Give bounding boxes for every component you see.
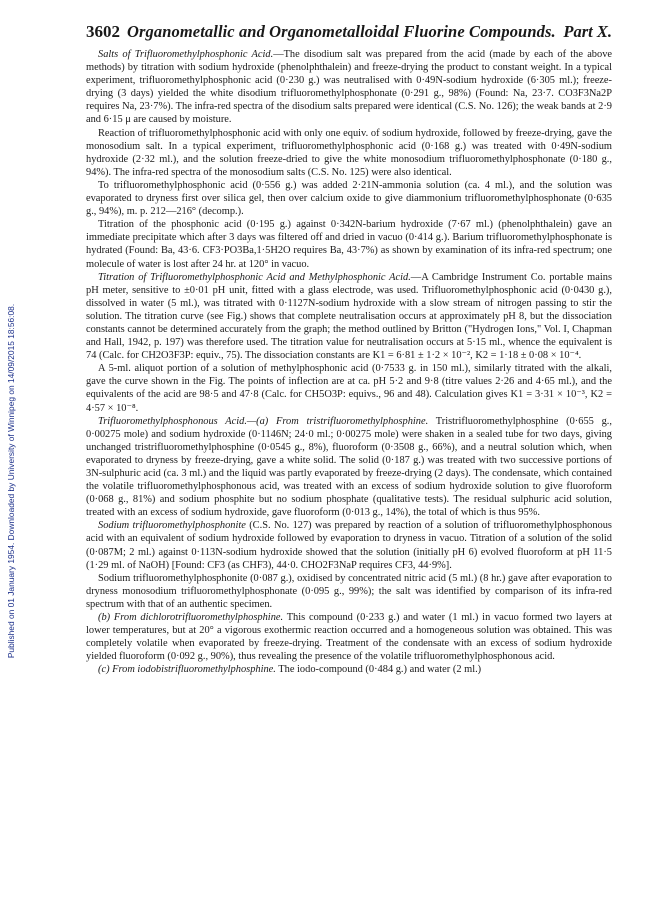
paragraph-phosphonous-acid-a <box>86 415 612 520</box>
paragraph-barium-salt <box>86 218 612 270</box>
page-number: 3602 <box>86 22 120 41</box>
paragraph-monosodium-salt <box>86 127 612 179</box>
paragraph-sodium-phosphonite <box>86 519 612 571</box>
paragraph-lead: Titration of Trifluoromethylphosphonic Acid and Methylphosphonic Acid. <box>98 271 411 283</box>
paragraph-text: Sodium trifluoromethylphosphonite (0·087 g.), oxidised by concentrated nitric acid (5 ml.) (8 hr.) gave after evaporation to dryness monosodium trifluoromethylphosphonate (0·095 g., 99%); the salt was identified by comparison of its infra-red spectrum with that of an authentic specimen. <box>86 572 612 610</box>
paragraph-lead: (b) From dichlorotrifluoromethylphosphine. <box>98 612 284 624</box>
paragraph-text: A 5-ml. aliquot portion of a solution of methylphosphonic acid (0·7533 g. in 150 ml.), similarly titrated with the alkali, gave the curve shown in the Fig. The points of inflection are at ca. pH 5·2 and 9·8 (titre values 2·26 and 4·65 ml.), and the equivalents of the acid are 98·5 and 47·8 (Calc. for CH5O3P: equivs., 96 and 48). Calculation gives K1 = 3·31 × 10⁻³, K2 = 4·57 × 10⁻⁸. <box>86 363 612 414</box>
paragraph-titration <box>86 271 612 363</box>
paragraph-oxidation <box>86 572 612 611</box>
paragraph-text: —A Cambridge Instrument Co. portable mains pH meter, sensitive to ±0·01 pH unit, fitted with a glass electrode, was used. Trifluoromethylphosphonic acid (0·0430 g.), dissolved in water (5 ml.), was titrated with 0·1127N-sodium hydroxide with a slow stream of nitrogen passing to stir the solution. The titration curve (see Fig.) shows that complete neutralisation occurs at approximately pH 8, but the dissociation constants cannot be determined accurately from the graph; the method outlined by Britton ("Hydrogen Ions," Vol. I, Chapman and Hall, 1942, p. 197) was therefore used. The titration value for neutralisation occurs at 5·15 ml., whence the equivalent is 74 (Calc. for CH2O3F3P: equiv., 75). The dissociation constants are K1 = 6·81 ± 1·2 × 10⁻², K2 = 1·18 ± 0·08 × 10⁻⁴. <box>86 271 612 362</box>
paragraph-lead: Trifluoromethylphosphonous Acid.—(a) From tristrifluoromethylphosphine. <box>98 415 429 427</box>
running-title: Organometallic and Organometalloidal Fluorine Compounds. <box>127 22 556 41</box>
paragraph-diammonium-salt <box>86 179 612 218</box>
paragraph-iodo-route <box>86 663 612 676</box>
paragraph-text: Tristrifluoromethylphosphine (0·655 g., 0·00275 mole) and sodium hydroxide (0·1146N; 24·0 ml.; 0·00275 mole) were shaken in a sealed tube for two days, giving unchanged tristrifluoromethylphosphine (0·0545 g., 8%), fluoroform (0·3508 g., 66%), and a neutral solution which, when evaporated to dryness by freeze-drying, gave a white solid. The solid (0·187 g.) was treated with two successive portions of 3N-sulphuric acid (ca. 3 ml.) and the liquid was partly evaporated by freeze-drying (2 days). The condensate, which contained the volatile trifluoromethylphosphonous acid, was treated with an excess of sodium hydroxide solution to give fluoroform (0·068 g., 81%) and sodium phosphite but no sodium phosphate (qualitative tests). The residual sulphuric acid solution, treated with an excess of sodium hydroxide, gave fluoroform (0·013 g., 14%), the total of which is thus 95%. <box>86 415 612 519</box>
paragraph-text: To trifluoromethylphosphonic acid (0·556 g.) was added 2·21N-ammonia solution (ca. 4 ml.), and the solution was evaporated to dryness first over silica gel, then over calcium oxide to give diammonium trifluoromethylphosphonate (0·635 g., 94%), m. p. 212—216° (decomp.). <box>86 179 612 218</box>
paragraph-text: Titration of the phosphonic acid (0·195 g.) against 0·342N-barium hydroxide (7·67 ml.) (phenolphthalein) gave an immediate precipitate which after 3 days was filtered off and dried in vacuo (0·414 g.). Barium trifluoromethylphosphonate is hydrated (Found: Ba, 43·6. CF3·PO3Ba,1·5H2O requires Ba, 43·7%) as shown by examination of its infra-red spectrum; one molecule of water is lost after 24 hr. at 120° in vacuo. <box>86 219 612 270</box>
paragraph-dichloro-route <box>86 611 612 663</box>
paragraph-lead: (c) From iodobistrifluoromethylphosphine. <box>98 664 276 676</box>
paragraph-text: The iodo-compound (0·484 g.) and water (2 ml.) <box>275 664 482 676</box>
paragraph-methylphosphonic <box>86 362 612 414</box>
paragraph-lead: Salts of Trifluoromethylphosphonic Acid. <box>98 49 274 60</box>
download-notice-text: Published on 01 January 1954. Downloaded by University of Winnipeg on 14/09/2015 18:56:08. <box>6 303 17 659</box>
paragraph-lead: Sodium trifluoromethylphosphonite <box>98 520 246 532</box>
part-label: Part X. <box>563 22 612 41</box>
download-notice <box>4 196 18 766</box>
paragraph-text: Reaction of trifluoromethylphosphonic acid with only one equiv. of sodium hydroxide, followed by freeze-drying, gave the monosodium salt. In a typical experiment, trifluoromethylphosphonic acid (0·168 g.) was treated with 0·49N-sodium hydroxide (2·32 ml.), and the solution freeze-dried to give the white monosodium trifluoromethylphosphonate (0·180 g., 94%). The infra-red spectra of the monosodium salts (C.S. No. 125) were also identical. <box>86 127 612 178</box>
paragraph-text: (C.S. No. 127) was prepared by reaction of a solution of trifluoromethylphosphonous acid with an equivalent of sodium hydroxide followed by evaporation to dryness in vacuo. Titration of a solution of the solid (0·087M; 2 ml.) against 0·113N-sodium hydroxide showed that the solution (initially pH 6) evolved fluoroform at pH 11·5 (1·29 ml. of NaOH) [Found: CF3 (as CHF3), 44·0. CHO2F3NaP requires CF3, 44·9%]. <box>86 520 612 571</box>
page-header <box>86 22 612 42</box>
paragraph-disodium-salt <box>86 48 612 127</box>
article-body <box>86 48 612 677</box>
paragraph-text: This compound (0·233 g.) and water (1 ml.) in vacuo formed two layers at lower temperatures, but at 20° a vigorous exothermic reaction occurred and a homogeneous solution was obtained. This was completely volatile when evaporated by freeze-drying. Treatment of the condensate with an excess of sodium hydroxide yielded fluoroform (0·092 g., 90%), thus revealing the presence of the volatile trifluoromethylphosphonous acid. <box>86 612 612 663</box>
paragraph-text: —The disodium salt was prepared from the acid (made by each of the above methods) by titration with sodium hydroxide (phenolphthalein) and freeze-drying the product to constant weight. In a typical experiment, trifluoromethylphosphonic acid (0·230 g.) was neutralised with 0·49N-sodium hydroxide (6·305 ml.); freeze-drying (3 days) yielded the white disodium trifluoromethylphosphonate (0·291 g., 98%) (Found: Na, 23·7. CO3F3Na2P requires Na, 23·7%). The infra-red spectra of the disodium salts prepared were identical (C.S. No. 126); the weak bands at 2·9 and 6·15 μ are caused by moisture. <box>86 49 613 126</box>
